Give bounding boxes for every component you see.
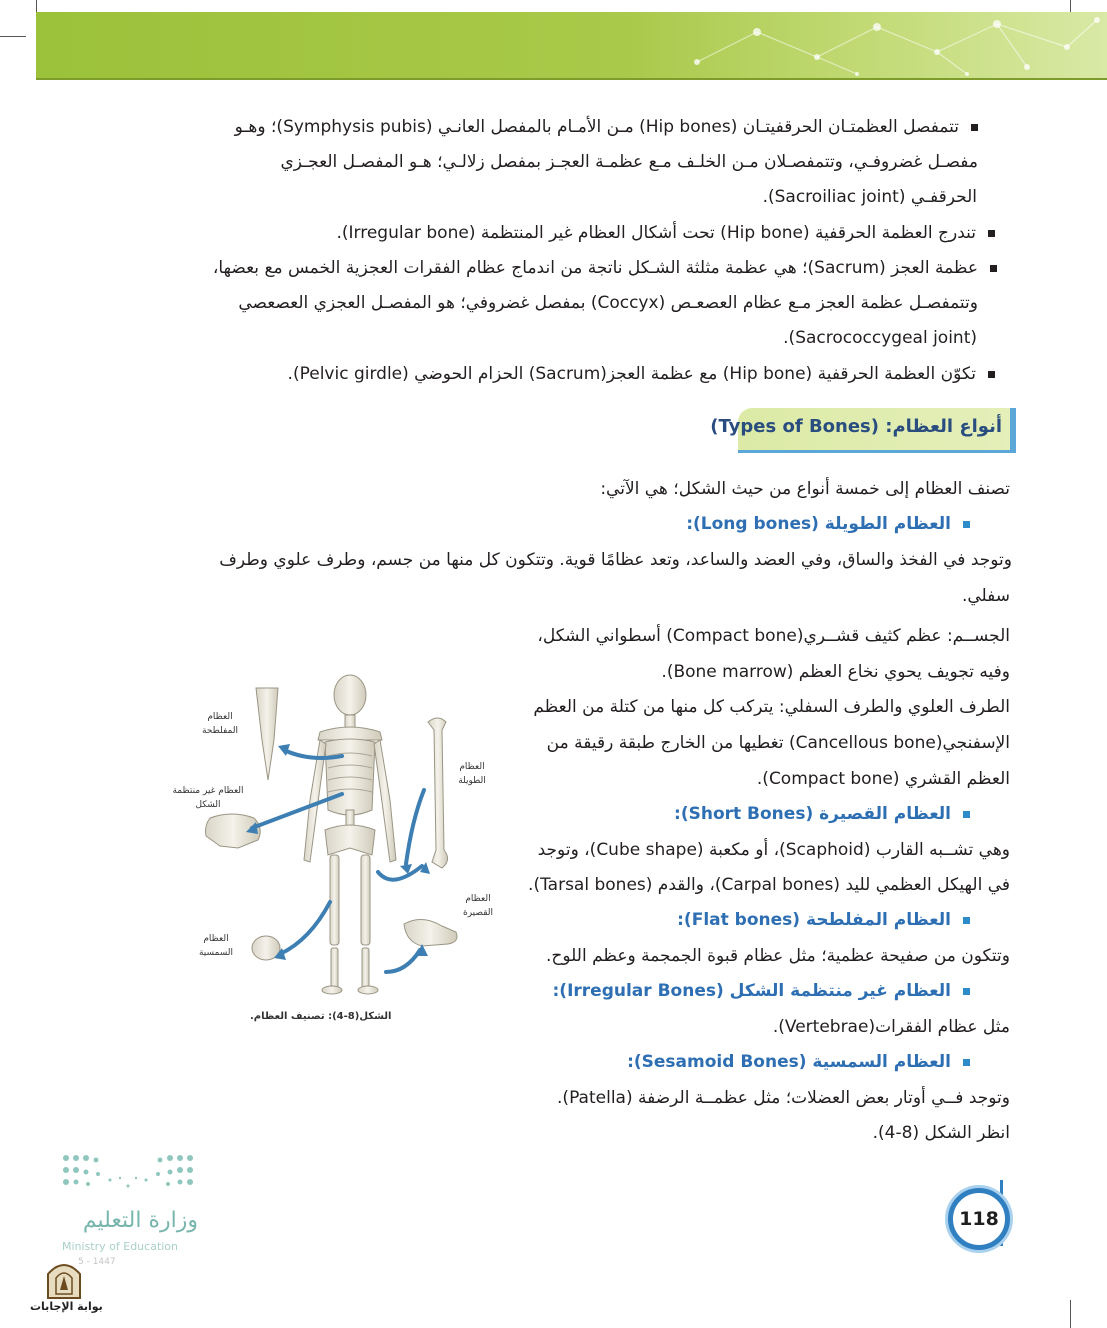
ministry-dots-icon: [58, 1150, 208, 1200]
body-text-line2: وفيه تجويف يحوي نخاع العظم (Bone marrow).: [661, 662, 1010, 682]
ends-text: الطرف العلوي والطرف السفلي: يتركب كل منها من كتلة من العظم: [533, 697, 1010, 717]
bullet-icon: [963, 917, 970, 924]
paragraph-sacrum: عظمة العجز (Sacrum)؛ هي عظمة مثلثة الشـكل ناتجة من اندماج عظام الفقرات العجزية الخمس مع بعضها،: [160, 251, 997, 287]
ends-text-line3: العظم القشري (Compact bone).: [756, 769, 1010, 789]
page-number: 118: [948, 1188, 1010, 1250]
paragraph-irregular: تندرج العظمة الحرقفية (Hip bone) تحت أشكال العظام غير المنتظمة (Irregular bone).: [336, 216, 995, 252]
watermark-text: بوابة الإجابات: [30, 1300, 103, 1313]
figure-reference: انظر الشكل (8-4).: [872, 1123, 1010, 1143]
short-bones-text: وهي تشــبه القارب (Scaphoid)، أو مكعبة (Cube shape)، وتوجد: [537, 840, 1010, 860]
ministry-arabic-name: وزارة التعليم: [82, 1208, 198, 1233]
ends-text-line2: الإسفنجي(Cancellous bone) تغطيها من الخارج طبقة رقيقة من: [546, 733, 1010, 753]
paragraph-sacrum-line3: (Sacrococcygeal joint).: [783, 328, 977, 348]
paragraph-pelvic-girdle: تكوّن العظمة الحرقفية (Hip bone) مع عظمة العجز(Sacrum) الحزام الحوضي (Pelvic girdle).: [288, 357, 995, 393]
bullet-icon: [988, 371, 995, 378]
ministry-year: 5 - 1447: [78, 1257, 116, 1267]
irregular-bones-heading: العظام غير منتظمة الشكل (Irregular Bones):: [553, 974, 971, 1010]
figure-label-irregular: العظام غير منتظمة الشكل: [172, 786, 244, 810]
header-band: [36, 12, 1107, 80]
figure-label-flat: العظام المفلطحة: [202, 712, 238, 736]
flat-bones-heading: العظام المفلطحة (Flat bones):: [677, 903, 970, 939]
bullet-icon: [963, 811, 970, 818]
figure-label-sesamoid: العظام السمسية: [198, 934, 234, 958]
bone-classification-figure: [160, 670, 510, 1000]
molecule-decoration-icon: [667, 12, 1107, 78]
long-bones-text-line2: سفلي.: [961, 586, 1010, 606]
bullet-icon: [971, 124, 978, 131]
paragraph-hip-bones: تتمفصل العظمتـان الحرقفيتـان (Hip bones) مـن الأمـام بالمفصل العانـي (Symphysis pubis)؛ وهـو: [160, 110, 978, 146]
bullet-icon: [963, 1059, 970, 1066]
bullet-icon: [963, 988, 970, 995]
figure-label-long: العظام الطويلة: [458, 762, 486, 786]
intro-text: تصنف العظام إلى خمسة أنواع من حيث الشكل؛ هي الآتي:: [600, 479, 1010, 499]
short-bones-heading: العظام القصيرة (Short Bones):: [674, 797, 970, 833]
bullet-icon: [963, 521, 970, 528]
crop-mark: [1070, 1300, 1071, 1328]
long-bones-text: وتوجد في الفخذ والساق، وفي العضد والساعد، وتعد عظامًا قوية. وتتكون كل منها من جسم، وطرف علوي وطرف: [219, 550, 1012, 570]
bullet-icon: [990, 265, 997, 272]
paragraph-hip-bones-line3: الحرقفـي (Sacroiliac joint).: [762, 187, 977, 207]
paragraph-hip-bones-line2: مفصـل غضروفـي، وتتمفصـلان مـن الخلـف مـع عظمـة العجـز بمفصل زلالـي؛ هـو المفصـل العجـزي: [280, 152, 978, 172]
sesamoid-bones-heading: العظام السمسية (Sesamoid Bones):: [627, 1045, 970, 1081]
flat-bones-text: وتتكون من صفيحة عظمية؛ مثل عظام قبوة الجمجمة وعظم اللوح.: [546, 946, 1010, 966]
body-text: الجســم: عظم كثيف قشــري(Compact bone) أسطواني الشكل،: [537, 626, 1010, 646]
bullet-icon: [988, 230, 995, 237]
irregular-bones-text: مثل عظام الفقرات(Vertebrae).: [772, 1017, 1010, 1037]
figure-label-short: العظام القصيرة: [463, 894, 493, 918]
ministry-english-name: Ministry of Education: [62, 1240, 179, 1253]
crop-mark: [0, 36, 26, 37]
paragraph-sacrum-line2: وتتمفصـل عظمة العجز مـع عظام العصعـص (Coccyx) بمفصل غضروفي؛ هو المفصـل العجزي العصعصي: [238, 293, 978, 313]
short-bones-text-line2: في الهيكل العظمي لليد (Carpal bones)، والقدم (Tarsal bones).: [528, 875, 1010, 895]
long-bones-heading: العظام الطويلة (Long bones):: [686, 507, 970, 543]
sesamoid-bones-text: وتوجد فــي أوتار بعض العضلات؛ مثل عظمــة الرضفة (Patella).: [557, 1088, 1010, 1108]
section-title: أنواع العظام: (Types of Bones): [710, 416, 1002, 437]
figure-caption: الشكل(8-4): تصنيف العظام.: [250, 1011, 392, 1022]
watermark-logo-icon: [44, 1256, 84, 1300]
section-heading-bar: [710, 408, 1016, 453]
